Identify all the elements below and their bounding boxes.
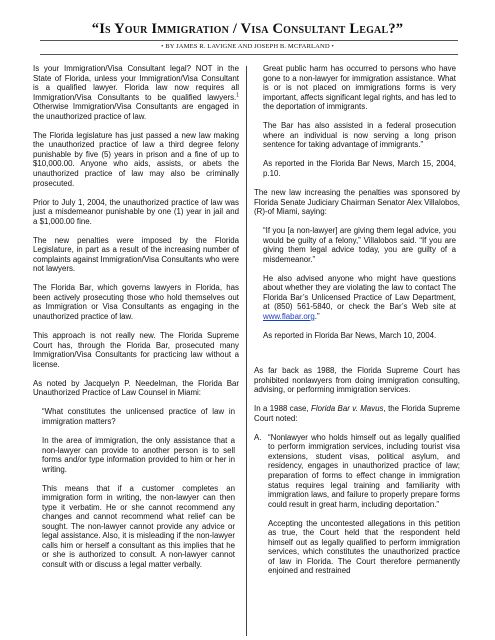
- list-label: A.: [254, 432, 262, 442]
- quote-paragraph: Great public harm has occurred to persons who have gone to a non-lawyer for immigration assistance. What is or is not placed on immigrations forms is very important, affects significant legal rights, and has led to the deportation of immigrants.: [263, 64, 456, 112]
- quote-paragraph: As reported in Florida Bar News, March 10, 2004.: [263, 331, 437, 341]
- quote-paragraph: “If you [a non-lawyer] are giving them legal advice, you would be guilty of a felony,” Villalobos said. “If you are giving them legal advice today, you are guilty of a misdemeanor.”: [263, 226, 456, 264]
- flabar-website-link[interactable]: www.flabar.org: [263, 311, 315, 321]
- paragraph-text: Is your Immigration/Visa Consultant legal? NOT in the State of Florida, unless your Immigration/Visa Consultant is a qualified lawyer. Florida law now requires all Immigration/Visa Consultants to be qualified lawyers.: [33, 64, 239, 102]
- column-divider: [246, 66, 247, 636]
- paragraph-text: .”: [314, 311, 320, 321]
- paragraph: As noted by Jacquelyn P. Needelman, the Florida Bar Unauthorized Practice of Law Counsel in Miami:: [33, 378, 239, 398]
- quote-paragraph: In the area of immigration, the only assistance that a non-lawyer can provide to another person is to sell forms and/or type information provided to him or her in writing.: [42, 435, 235, 474]
- footnote-marker: 1: [236, 92, 239, 99]
- paragraph-text: He also advised anyone who might have questions about whether they are violating the law to contact The Florida Bar’s Unlicensed Practice of Law Department, at (850) 561-5840, or check the Bar’s Web site at: [263, 273, 456, 312]
- quote-paragraph: “What constitutes the unlicensed practice of law in immigration matters?: [42, 407, 235, 426]
- paragraph: As far back as 1988, the Florida Supreme Court has prohibited nonlawyers from doing immigration consulting, advising, or performing immigration services.: [254, 366, 460, 395]
- quote-paragraph: As reported in the Florida Bar News, March 15, 2004, p.10.: [263, 159, 456, 178]
- spacer: [254, 350, 460, 366]
- paragraph: The new law increasing the penalties was sponsored by Florida Senate Judiciary Chairman Senator Alex Villalobos, (R)-of Miami, saying:: [254, 187, 460, 217]
- paragraph: Prior to July 1, 2004, the unauthorized practice of law was just a misdemeanor punishable by one (1) year in jail and a $1,000.00 fine.: [33, 197, 239, 226]
- paragraph-text: , the Florida Supreme Court noted:: [254, 404, 460, 423]
- paragraph: The new penalties were imposed by the Florida Legislature, in part as a result of the increasing number of complaints against Immigration/Visa Consultants who were not lawyers.: [33, 235, 239, 274]
- paragraph: [33, 64, 239, 121]
- byline: • BY JAMES R. LAVIGNE AND JOSEPH B. MCFARLAND •: [161, 43, 334, 50]
- list-item: [254, 433, 460, 509]
- list-text: “Nonlawyer who holds himself out as legally qualified to perform immigration services, including tourist visa extensions, student visas, political asylum, and residency, engages in unauthorized practice of law; preparation of forms to effect change in immigration status requires legal training and familiarity with immigration laws, and failure to properly prepare forms could result in great harm, including deportation.”: [268, 432, 460, 509]
- right-column: [254, 64, 460, 576]
- paragraph-text: Otherwise Immigration/Visa Consultants are engaged in the unauthorized practice of law.: [33, 102, 239, 121]
- quote-paragraph: This means that if a customer completes an immigration form in writing, the non-lawyer can then type it verbatim. He or she cannot recommend any changes and cannot recommend what relief can be sought. The non-lawyer cannot provide any advice or legal assistance. Also, it is misleading if the non-lawyer calls him or herself a consultant as this implies that he or she is authorized to consult. A non-lawyer cannot consult with or discuss a legal matter verbally.: [42, 483, 235, 570]
- paragraph: The Florida legislature has just passed a new law making the unauthorized practice of law a third degree felony punishable by five (5) years in prison and a fine of up to $10,000.00. Anyone who aids, assists, or abets the unauthorized practice of law may also be criminally prosecuted.: [33, 130, 239, 188]
- quote-paragraph: Accepting the uncontested allegations in this petition as true, the Court held that the respondent held himself out as legally qualified to perform immigration services, which constitutes the unauthorized practice of law in Florida. The Court therefore permanently enjoined and restrained: [268, 518, 460, 576]
- paragraph: [254, 404, 460, 423]
- paragraph-text: In a 1988 case,: [254, 404, 312, 414]
- paragraph: This approach is not really new. The Florida Supreme Court has, through the Florida Bar, prosecuted many Immigration/Visa Consultants for practicing law without a license.: [33, 331, 239, 369]
- article-title: “Is Your Immigration / Visa Consultant Legal?”: [91, 21, 404, 37]
- quote-paragraph: [263, 274, 456, 322]
- title-rule-bottom: [40, 54, 458, 55]
- quote-paragraph: The Bar has also assisted in a federal prosecution where an individual is now serving a long prison sentence for taking advantage of immigrants.”: [263, 121, 456, 150]
- paragraph: The Florida Bar, which governs lawyers in Florida, has been actively prosecuting those who hold themselves out as Immigration or Visa Consultants as engaging in the unauthorized practice of law.: [33, 283, 239, 322]
- case-name: Florida Bar v. Mavus: [311, 404, 384, 414]
- left-column: [33, 64, 239, 570]
- title-rule-top: [40, 40, 458, 41]
